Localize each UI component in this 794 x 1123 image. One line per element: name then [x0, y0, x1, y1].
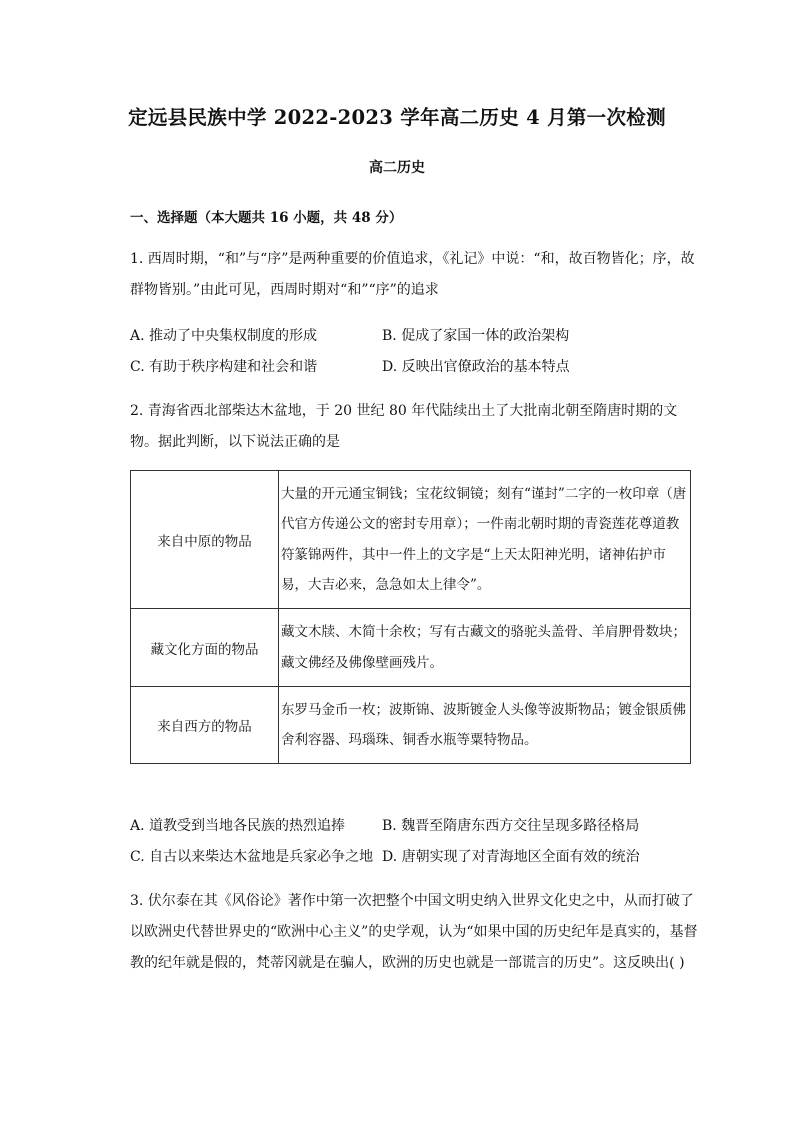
q1-option-d[interactable]: D. 反映出官僚政治的基本特点: [382, 359, 570, 375]
q1-option-b[interactable]: B. 促成了家国一体的政治架构: [382, 328, 570, 344]
q2-option-c[interactable]: C. 自古以来柴达木盆地是兵家必争之地: [130, 849, 374, 865]
q1-option-c[interactable]: C. 有助于秩序构建和社会和谐: [130, 359, 318, 375]
page-title: 定远县民族中学 2022-2023 学年高二历史 4 月第一次检测: [128, 106, 666, 129]
page-subtitle: 高二历史: [369, 160, 425, 176]
section-heading: 一、选择题（本大题共 16 小题，共 48 分）: [130, 210, 403, 226]
table-row-label: 来自西方的物品: [131, 687, 279, 764]
question-3-stem: 3. 伏尔泰在其《风俗论》著作中第一次把整个中国文明史纳入世界文化史之中，从而打破了以欧洲史代替世界史的“欧洲中心主义”的史学观，认为“如果中国的历史纪年是真实的，基督教的纪年就是假的，梵蒂冈就是在骗人，欧洲的历史也就是一部谎言的历史”。这反映出( ): [130, 893, 698, 971]
table-row-content: 大量的开元通宝铜钱；宝花纹铜镜；刻有“谨封”二字的一枚印章（唐代官方传递公文的密封专用章）；一件南北朝时期的青瓷莲花尊道教符篆锦两件，其中一件上的文字是“上天太阳神光明，诸神佑护市易，大吉必来，急急如太上律令”。: [279, 471, 691, 609]
table-row-label: 藏文化方面的物品: [131, 609, 279, 687]
table-row-content: 东罗马金币一枚；波斯锦、波斯镀金人头像等波斯物品；镀金银质佛舍利容器、玛瑙珠、铜香水瓶等粟特物品。: [279, 687, 691, 764]
q2-option-a[interactable]: A. 道教受到当地各民族的热烈追捧: [130, 818, 346, 834]
table-row: [131, 687, 691, 764]
q1-option-a[interactable]: A. 推动了中央集权制度的形成: [130, 328, 318, 344]
table-row: [131, 609, 691, 687]
question-1-stem: 1. 西周时期，“和”与“序”是两种重要的价值追求，《礼记》中说：“和，故百物皆化；序，故群物皆别。”由此可见，西周时期对“和”“序”的追求: [130, 251, 695, 298]
table-row-label: 来自中原的物品: [131, 471, 279, 609]
artifact-table: [130, 470, 691, 764]
table-row-content: 藏文木牍、木简十余枚；写有古藏文的骆驼头盖骨、羊肩胛骨数块；藏文佛经及佛像壁画残片。: [279, 609, 691, 687]
q2-option-d[interactable]: D. 唐朝实现了对青海地区全面有效的统治: [382, 849, 640, 865]
question-2-stem: 2. 青海省西北部柴达木盆地，于 20 世纪 80 年代陆续出土了大批南北朝至隋唐时期的文物。据此判断，以下说法正确的是: [130, 403, 678, 450]
q2-option-b[interactable]: B. 魏晋至隋唐东西方交往呈现多路径格局: [382, 818, 640, 834]
table-row: [131, 471, 691, 609]
